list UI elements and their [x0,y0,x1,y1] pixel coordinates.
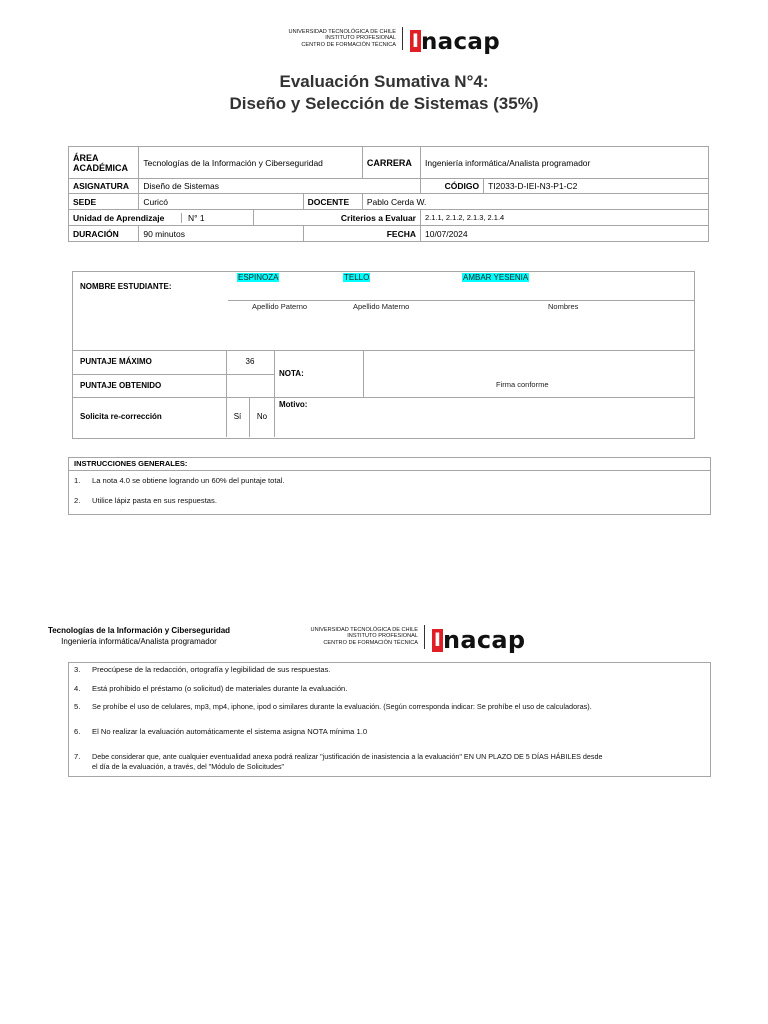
page-title [0,71,768,115]
puntaje-maximo-label: PUNTAJE MÁXIMO [80,357,152,366]
instruction-text-line-1: Debe considerar que, ante cualquier eventualidad anexa podrá realizar "justificación de inasistencia a la evaluación" EN UN PLAZO DE 5 DÍAS HÁBILES desde [92,752,603,761]
duracion-label: DURACIÓN [69,226,139,242]
divider [228,300,694,301]
instruction-number: 7. [74,752,81,761]
docente-value: Pablo Cerda W. [362,194,708,210]
instruction-text: Está prohibido el préstamo (o solicitud) de materiales durante la evaluación. [92,684,348,693]
fecha-label: FECHA [303,226,420,242]
asignatura-label: ASIGNATURA [69,179,139,194]
university-line: INSTITUTO PROFESIONAL [347,633,418,640]
university-line: CENTRO DE FORMACIÓN TÉCNICA [323,639,418,646]
instruction-number: 2. [74,496,81,505]
puntaje-obtenido-field[interactable] [227,375,274,397]
university-line: UNIVERSIDAD TECNOLÓGICA DE CHILE [288,29,396,35]
duracion-value: 90 minutos [139,226,303,242]
unidad-label: Unidad de Aprendizaje [73,212,165,223]
fecha-value: 10/07/2024 [421,226,709,242]
puntaje-obtenido-label: PUNTAJE OBTENIDO [80,381,162,390]
recorreccion-si-option[interactable]: Sí [233,412,242,421]
inacap-logo-page2 [432,626,525,655]
logo-separator [424,625,425,649]
puntaje-maximo-value: 36 [245,357,255,366]
inacap-logo [410,28,500,56]
page2-header-text [30,625,248,647]
area-value: Tecnologías de la Información y Ciberseguridad [139,147,362,179]
instruction-number: 6. [74,727,81,736]
instruction-text: Utilice lápiz pasta en sus respuestas. [92,496,217,505]
inacap-logo-mark: I [433,629,442,651]
codigo-value: TI2033-D-IEI-N3-P1-C2 [484,179,709,194]
university-lines [276,29,396,48]
instruction-number: 4. [74,684,81,693]
page2-header-line-2: Ingeniería informática/Analista programador [61,637,217,646]
apellido-paterno-value[interactable]: ESPINOZA [238,273,279,282]
apellido-materno-caption: Apellido Materno [353,302,410,311]
nombres-value[interactable]: AMBAR YESENIA [463,273,529,282]
divider [72,397,694,398]
carrera-label: CARRERA [362,147,420,179]
firma-conforme-caption: Firma conforme [496,380,549,389]
university-line: CENTRO DE FORMACIÓN TÉCNICA [301,41,396,48]
instruction-text-line-2: el día de la evaluación, a través, del "Módulo de Solicitudes" [92,762,285,771]
criterios-value: 2.1.1, 2.1.2, 2.1.3, 2.1.4 [421,210,709,226]
nombres-caption: Nombres [548,302,579,311]
codigo-label: CÓDIGO [421,179,484,194]
instruction-text: La nota 4.0 se obtiene logrando un 60% del puntaje total. [92,476,285,485]
instruction-text: El No realizar la evaluación automáticamente el sistema asigna NOTA mínima 1.0 [92,727,368,736]
apellido-paterno-caption: Apellido Paterno [252,302,308,311]
inacap-logo-text: nacap [421,29,501,55]
firma-field[interactable] [364,351,694,397]
instruction-text [92,752,707,772]
sede-value: Curicó [139,194,303,210]
recorreccion-label: Solicita re-corrección [80,412,162,421]
asignatura-value: Diseño de Sistemas [139,179,421,194]
unidad-row [69,210,254,226]
title-line-2: Diseño y Selección de Sistemas (35%) [229,94,539,113]
instruction-number: 5. [74,702,81,711]
course-info-table [68,146,709,242]
motivo-label: Motivo: [279,400,308,409]
nota-field[interactable] [275,351,363,397]
carrera-value: Ingeniería informática/Analista programador [421,147,709,179]
inacap-logo-text: nacap [443,626,526,654]
docente-label: DOCENTE [303,194,362,210]
title-line-1: Evaluación Sumativa N°4: [279,72,489,91]
university-lines-page2 [298,627,418,646]
recorreccion-no-option[interactable]: No [256,412,268,421]
apellido-materno-value[interactable]: TELLO [344,273,370,282]
instruction-number: 1. [74,476,81,485]
criterios-label: Criterios a Evaluar [253,210,420,226]
university-line: INSTITUTO PROFESIONAL [325,35,396,42]
divider [68,470,710,471]
area-label: ÁREA ACADÉMICA [69,147,139,179]
student-name-label: NOMBRE ESTUDIANTE: [80,282,172,291]
instructions-heading: INSTRUCCIONES GENERALES: [74,459,188,468]
page2-header-line-1: Tecnologías de la Información y Ciberseguridad [47,626,231,635]
instruction-text: Preocúpese de la redacción, ortografía y legibilidad de sus respuestas. [92,665,331,674]
university-line: UNIVERSIDAD TECNOLÓGICA DE CHILE [310,627,418,633]
unidad-value: N° 1 [181,213,205,223]
nota-label: NOTA: [279,369,304,378]
sede-label: SEDE [69,194,139,210]
instruction-number: 3. [74,665,81,674]
instruction-text: Se prohíbe el uso de celulares, mp3, mp4, iphone, ipod o similares durante la evaluación. (Según corresponda indicar: Se prohíbe el uso de calculadoras). [92,702,592,711]
inacap-logo-mark: I [411,30,420,52]
logo-separator [402,27,403,50]
